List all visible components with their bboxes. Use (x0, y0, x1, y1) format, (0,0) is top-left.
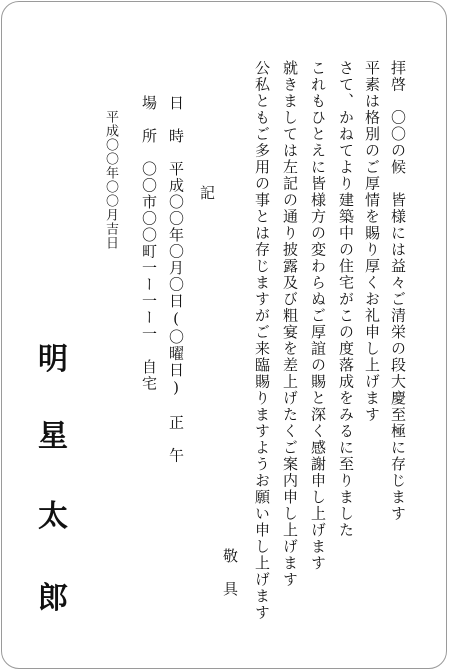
sender-name-char: 星 (38, 419, 68, 454)
event-date-line: 日 時 平成〇〇年〇月〇日(〇曜日) 正 午 (167, 95, 185, 464)
ki-heading: 記 (198, 185, 216, 202)
body-line-6: 公私ともご多用の事とは存じますがご来臨賜りますようお願い申し上げます (253, 60, 271, 621)
body-line-3: さて、かねてより建築中の住宅がこの度落成をみるに至りました (337, 60, 355, 539)
sender-name-char: 太 (38, 499, 68, 534)
greeting-line: 拝啓 〇〇の候 皆様には益々ご清栄の段大慶至極に存じます (389, 60, 407, 522)
letter-date: 平成〇〇年〇〇月吉日 (103, 110, 118, 250)
sender-name-char: 明 (38, 342, 68, 377)
body-line-2: 平素は格別のご厚情を賜り厚くお礼申し上げます (363, 60, 381, 423)
body-line-5: 就きましては左記の通り披露及び粗宴を差上げたくご案内申し上げます (281, 60, 299, 588)
closing-keigu: 敬 具 (221, 548, 239, 598)
sender-name-char: 郎 (38, 581, 68, 616)
event-place-line: 場 所 〇〇市〇〇町一ー一ー一 自宅 (140, 95, 158, 392)
body-line-4: これもひとえに皆様方の変わらぬご厚誼の賜と深く感謝申し上げます (309, 60, 327, 572)
